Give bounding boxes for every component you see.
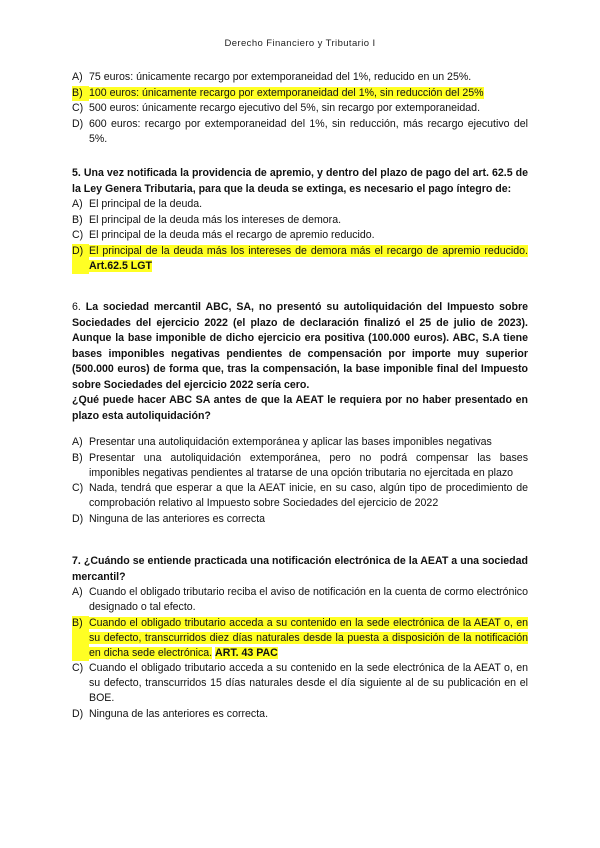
option-letter: A) — [72, 586, 83, 598]
option-letter: C) — [72, 229, 84, 241]
q7-option-c — [72, 661, 528, 706]
q5-option-d — [72, 244, 528, 274]
q5-option-c — [72, 228, 528, 243]
option-letter: A) — [72, 198, 83, 210]
option-letter: A) — [72, 436, 83, 448]
option-text: El principal de la deuda más el recargo de apremio reducido. — [89, 229, 375, 241]
option-letter: D) — [72, 707, 84, 720]
option-letter: B) — [72, 86, 89, 101]
q6-statement — [72, 300, 528, 393]
option-text: 75 euros: únicamente recargo por extemporaneidad del 1%, reducido en un 25%. — [89, 71, 472, 83]
q6-option-a — [72, 435, 528, 450]
highlighted-answer: 100 euros: únicamente recargo por extemporaneidad del 1%, sin reducción del 25% — [89, 86, 484, 99]
q5-option-a — [72, 197, 528, 212]
q6-option-b — [72, 451, 528, 481]
q4-options — [72, 70, 528, 147]
q4-option-a — [72, 70, 528, 85]
highlighted-answer: Cuando el obligado tributario acceda a su contenido en la sede electrónica de la AEAT o, en su defecto, transcurridos diez días naturales desde la puesta a disposición de la notificación en dicha sede electrónica. — [89, 616, 528, 659]
option-text: Ninguna de las anteriores es correcta — [89, 512, 266, 525]
option-letter: D) — [72, 512, 84, 525]
page-header: Derecho Financiero y Tributario I — [224, 38, 376, 49]
q6-statement-text: La sociedad mercantil ABC, SA, no presentó su autoliquidación del Impuesto sobre Sociedades del ejercicio 2022 (el plazo de declaración finalizó el 25 de julio de 2023). Aunque la base imponible de dicho ejercicio era positiva (100.000 euros). ABC, S.A tiene bases imponibles negativas pendientes de compensación por importe muy superior (500.000 euros) de forma que, tras la compensación, la base imponible final del Impuesto sobre Sociedades del ejercicio 2022 sería cero. — [72, 301, 528, 391]
option-letter: D) — [72, 117, 84, 130]
q4-option-c — [72, 101, 528, 116]
option-letter: D) — [72, 244, 89, 274]
q5-option-b — [72, 213, 528, 228]
option-text: El principal de la deuda. — [89, 198, 203, 210]
option-letter: B) — [72, 213, 83, 226]
option-letter: C) — [72, 102, 84, 114]
q7-option-a — [72, 585, 528, 615]
q7-option-d — [72, 707, 528, 722]
option-letter: C) — [72, 482, 84, 494]
q6-option-d — [72, 512, 528, 527]
option-text: Presentar una autoliquidación extemporánea y aplicar las bases imponibles negativas — [89, 436, 492, 448]
option-text: El principal de la deuda más los intereses de demora. — [89, 213, 342, 226]
q4-option-d — [72, 117, 528, 147]
highlighted-answer: El principal de la deuda más los intereses de demora más el recargo de apremio reducido. — [89, 244, 528, 257]
q7-question: 7. ¿Cuándo se entiende practicada una notificación electrónica de la AEAT a una sociedad mercantil? — [72, 555, 528, 583]
q6-number: 6. — [72, 301, 81, 313]
q5-options — [72, 197, 528, 274]
option-letter: C) — [72, 662, 84, 674]
document-content — [72, 70, 528, 722]
q7-option-b — [72, 616, 528, 661]
q6-question: ¿Qué puede hacer ABC SA antes de que la AEAT le requiera por no haber presentado en plazo esta autoliquidación? — [72, 394, 528, 422]
q6-option-c — [72, 481, 528, 511]
option-text: Cuando el obligado tributario acceda a su contenido en la sede electrónica de la AEAT o, en su defecto, transcurridos 15 días naturales desde el día siguiente al de su publicación en el BOE. — [89, 662, 528, 704]
option-text: Presentar una autoliquidación extemporánea, pero no podrá compensar las bases imponibles negativas pendientes al tratarse de una opción tributaria no ejercitada en plazo — [89, 451, 528, 479]
option-text: Ninguna de las anteriores es correcta. — [89, 707, 269, 720]
option-text: 600 euros: recargo por extemporaneidad del 1%, sin reducción, más recargo ejecutivo del 5%. — [89, 117, 528, 145]
option-letter: A) — [72, 71, 83, 83]
option-text: 500 euros: únicamente recargo ejecutivo del 5%, sin recargo por extemporaneidad. — [89, 102, 481, 114]
q7-options — [72, 585, 528, 722]
option-letter: B) — [72, 451, 83, 464]
q4-option-b — [72, 86, 528, 101]
option-letter: B) — [72, 616, 89, 661]
q6-options — [72, 435, 528, 527]
legal-reference: ART. 43 PAC — [215, 646, 278, 659]
q5-question: 5. Una vez notificada la providencia de apremio, y dentro del plazo de pago del art. 62.5 de la Ley Genera Tributaria, para que la deuda se extinga, es necesario el pago íntegro de: — [72, 167, 528, 195]
option-text: Cuando el obligado tributario reciba el aviso de notificación en la cuenta de cormo electrónico designado o tal efecto. — [89, 586, 528, 613]
option-text: Nada, tendrá que esperar a que la AEAT inicie, en su caso, algún tipo de procedimiento de comprobación relativo al Impuesto sobre Sociedades del ejercicio de 2022 — [89, 482, 528, 509]
legal-reference: Art.62.5 LGT — [89, 259, 152, 272]
